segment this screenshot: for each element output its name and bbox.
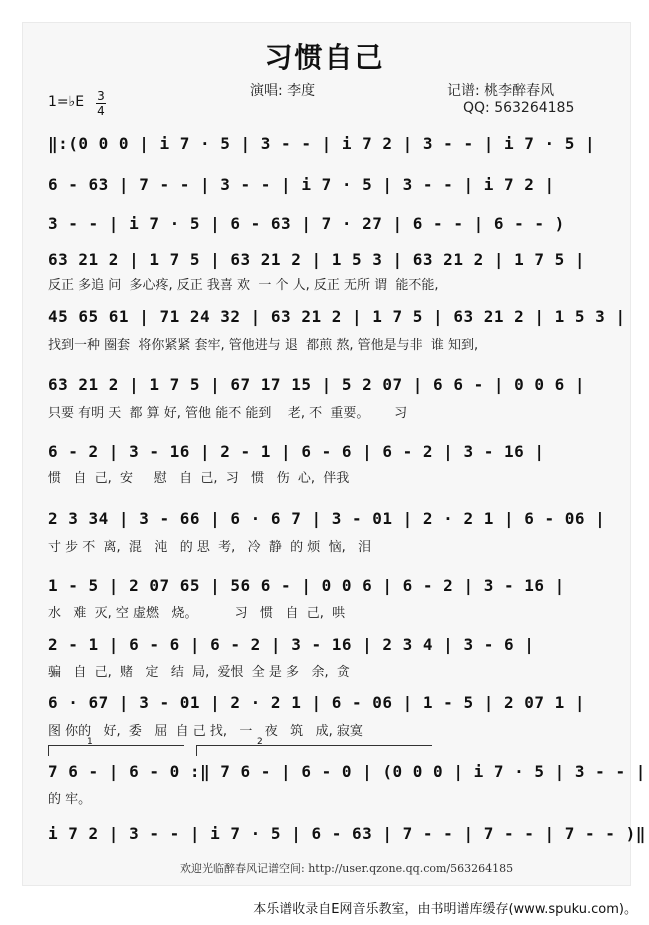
transcriber-credit: 记谱: 桃李醉春风 xyxy=(447,83,555,99)
source-attribution: 本乐谱收录自E网音乐教室，由书明谱库缓存(www.spuku.com)。 xyxy=(253,902,637,917)
lyrics-row-10: 骗 自 己, 赌 定 结 局, 爱恨 全 是 多 余, 贪 xyxy=(48,665,350,680)
notation-row-9: 1 - 5 | 2 07 65 | 56 6 - | 0 0 6 | 6 - 2 | 3 - 16 | xyxy=(48,576,565,595)
lyrics-row-6: 只要 有明 天 都 算 好, 管他 能不 能到 老, 不 重要。 习 xyxy=(48,406,408,421)
lyrics-row-5: 找到一种 圈套 将你紧紧 套牢, 管他进与 退 都煎 熬, 管他是与非 谁 知到, xyxy=(48,338,479,353)
lyrics-row-12: 的 牢。 xyxy=(48,792,92,807)
volta-2-number: 2 xyxy=(257,737,263,747)
singer-credit: 演唱: 李度 xyxy=(250,83,316,99)
lyrics-row-11: 图 你的 好, 委 屈 自 己 找, 一 夜 筑 成, 寂寞 xyxy=(48,724,363,739)
volta-1-number: 1 xyxy=(87,737,93,747)
lyrics-row-7: 惯 自 己, 安 慰 自 己, 习 惯 伤 心, 伴我 xyxy=(48,471,350,486)
notation-row-8: 2 3 34 | 3 - 66 | 6 · 6 7 | 3 - 01 | 2 · 2 1 | 6 - 06 | xyxy=(48,509,606,528)
volta-bracket-1 xyxy=(48,737,184,756)
notation-row-7: 6 - 2 | 3 - 16 | 2 - 1 | 6 - 6 | 6 - 2 | 3 - 16 | xyxy=(48,442,545,461)
notation-row-2: 6 - 63 | 7 - - | 3 - - | i 7 · 5 | 3 - - | i 7 2 | xyxy=(48,175,555,194)
notation-row-3: 3 - - | i 7 · 5 | 6 - 63 | 7 · 27 | 6 - - | 6 - - ) xyxy=(48,214,565,233)
transcriber-website-credit: 欢迎光临醉春风记谱空间: http://user.qzone.qq.com/563264185 xyxy=(180,862,514,875)
lyrics-row-4: 反正 多追 问 多心疼, 反正 我喜 欢 一 个 人, 反正 无所 谓 能不能, xyxy=(48,278,439,293)
lyrics-row-9: 水 难 灭, 空 虚燃 烧。 习 惯 自 己, 哄 xyxy=(48,606,346,621)
key-signature: 1=♭E xyxy=(48,94,85,110)
song-title: 习惯自己 xyxy=(264,41,385,74)
lyrics-row-8: 寸 步 不 离, 混 沌 的 思 考, 冷 静 的 烦 恼, 泪 xyxy=(48,540,372,555)
notation-row-6: 63 21 2 | 1 7 5 | 67 17 15 | 5 2 07 | 6 6 - | 0 0 6 | xyxy=(48,375,586,394)
volta-bracket-2 xyxy=(196,737,432,756)
qq-number: QQ: 563264185 xyxy=(463,100,575,116)
notation-row-10: 2 - 1 | 6 - 6 | 6 - 2 | 3 - 16 | 2 3 4 | 3 - 6 | xyxy=(48,635,535,654)
time-signature-top: 3 xyxy=(97,89,105,103)
notation-row-5: 45 65 61 | 71 24 32 | 63 21 2 | 1 7 5 | 63 21 2 | 1 5 3 | xyxy=(48,307,626,326)
notation-row-12: 7 6 - | 6 - 0 :‖ 7 6 - | 6 - 0 | (0 0 0 | i 7 · 5 | 3 - - | xyxy=(48,762,646,781)
time-signature-bottom: 4 xyxy=(97,104,105,118)
notation-row-13: i 7 2 | 3 - - | i 7 · 5 | 6 - 63 | 7 - - | 7 - - | 7 - - )‖ xyxy=(48,824,646,843)
time-signature xyxy=(96,90,106,117)
notation-row-11: 6 · 67 | 3 - 01 | 2 · 2 1 | 6 - 06 | 1 - 5 | 2 07 1 | xyxy=(48,693,586,712)
notation-row-1: ‖:(0 0 0 | i 7 · 5 | 3 - - | i 7 2 | 3 - - | i 7 · 5 | xyxy=(48,134,596,153)
notation-row-4: 63 21 2 | 1 7 5 | 63 21 2 | 1 5 3 | 63 21 2 | 1 7 5 | xyxy=(48,250,586,269)
